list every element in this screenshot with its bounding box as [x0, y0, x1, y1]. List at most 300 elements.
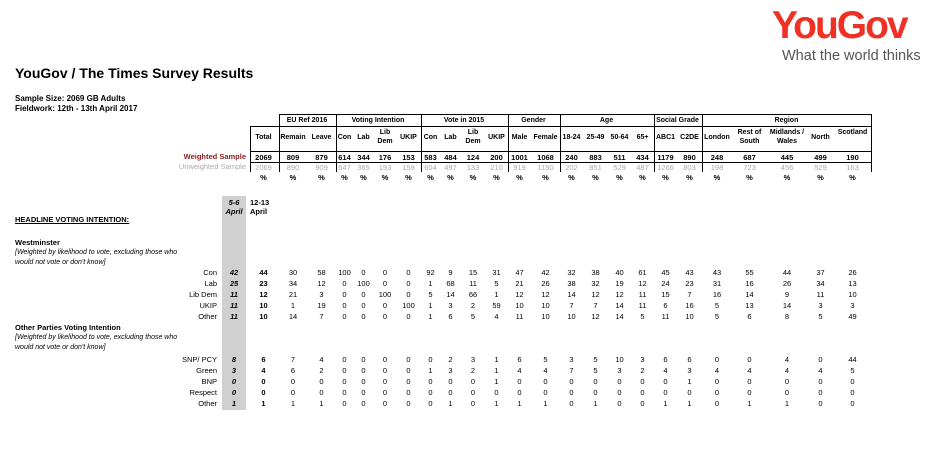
data-cell: 12 — [541, 290, 550, 299]
data-cell: 7 — [593, 301, 598, 310]
data-cell: 1 — [543, 399, 548, 408]
data-cell: 5 — [714, 312, 720, 321]
data-cell: 14 — [745, 290, 754, 299]
column-header: 65+ — [636, 134, 649, 141]
data-cell: 0 — [361, 399, 366, 408]
data-cell: 32 — [591, 279, 600, 288]
data-cell: 6 — [290, 366, 296, 375]
sample-size: Sample Size: 2069 GB Adults — [15, 94, 126, 103]
data-cell: 2 — [640, 366, 645, 375]
data-cell: 0 — [406, 312, 411, 321]
unweighted-value: 159 — [402, 163, 415, 172]
data-cell: 1 — [663, 399, 668, 408]
data-cell: 3 — [448, 301, 453, 310]
data-cell: 47 — [515, 268, 524, 277]
unweighted-value: 487 — [636, 163, 649, 172]
group-header: EU Ref 2016 — [286, 117, 328, 124]
data-cell: 0 — [261, 388, 266, 397]
westminster-heading: Westminster — [15, 238, 60, 247]
weighted-value: 344 — [357, 153, 370, 162]
group-header: Age — [599, 117, 614, 124]
data-cell: 1 — [428, 301, 433, 310]
data-cell: 0 — [470, 388, 476, 397]
data-cell: 7 — [569, 366, 574, 375]
weighted-value: 1179 — [657, 153, 674, 162]
percent-sign: % — [592, 173, 599, 182]
data-cell: 1 — [687, 377, 692, 386]
column-header: Con — [337, 134, 352, 141]
data-cell: 0 — [569, 388, 574, 397]
data-cell: 7 — [319, 312, 324, 321]
unweighted-sample-label: Unweighted Sample — [178, 162, 246, 171]
data-cell: 0 — [569, 399, 574, 408]
data-cell: 11 — [661, 312, 670, 321]
weighted-sample-label: Weighted Sample — [183, 152, 246, 161]
yougov-logo — [772, 6, 924, 62]
data-cell: 0 — [687, 388, 692, 397]
note-2a: [Weighted by likelihood to vote, excluding those who — [15, 334, 178, 341]
data-cell: 0 — [617, 377, 622, 386]
unweighted-value: 456 — [780, 163, 794, 172]
row-label: Other — [198, 312, 217, 321]
data-cell: 0 — [428, 399, 433, 408]
logo-tagline: What the world thinks — [782, 48, 921, 64]
data-cell: 4 — [319, 355, 324, 364]
column-header: Lib Dem — [465, 129, 481, 145]
weighted-value: 1001 — [511, 153, 528, 162]
data-cell: 5 — [593, 366, 598, 375]
data-cell: 10 — [541, 312, 550, 321]
column-header: Leave — [311, 134, 332, 141]
percent-sign: % — [746, 173, 753, 182]
column-header: Remain — [280, 134, 306, 141]
percent-sign: % — [427, 173, 434, 182]
data-cell: 0 — [850, 399, 855, 408]
data-cell: 4 — [784, 366, 790, 375]
unweighted-value: 133 — [466, 163, 480, 172]
unweighted-value: 909 — [315, 163, 328, 172]
unweighted-value: 163 — [846, 163, 859, 172]
data-cell: 12 — [638, 279, 647, 288]
unweighted-value: 198 — [710, 163, 724, 172]
data-cell: 14 — [567, 290, 576, 299]
group-header: Social Grade — [656, 117, 699, 124]
column-header: Lab — [357, 134, 370, 141]
weighted-value: 200 — [490, 153, 503, 162]
data-cell: 5 — [494, 279, 499, 288]
data-cell: 0 — [406, 279, 411, 288]
data-cell: 0 — [382, 366, 388, 375]
percent-sign: % — [381, 173, 389, 182]
data-cell: 0 — [470, 377, 476, 386]
data-cell: 1 — [290, 399, 296, 408]
data-cell: 0 — [361, 290, 366, 299]
data-cell: 0 — [428, 388, 433, 397]
data-cell: 4 — [714, 366, 720, 375]
percent-sign: % — [817, 173, 824, 182]
data-cell: 6 — [517, 355, 522, 364]
row-label: Green — [196, 366, 217, 375]
data-cell: 0 — [261, 377, 266, 386]
weighted-value: 499 — [814, 153, 827, 162]
weighted-value: 445 — [780, 153, 794, 162]
data-cell: 0 — [517, 388, 522, 397]
unweighted-value: 1266 — [657, 163, 674, 172]
data-cell: 11 — [816, 290, 825, 299]
data-cell: 0 — [342, 366, 347, 375]
unweighted-value: 723 — [743, 163, 756, 172]
row-label: Other — [198, 399, 217, 408]
weighted-value: 240 — [565, 153, 578, 162]
data-cell: 42 — [541, 268, 550, 277]
data-cell: 34 — [816, 279, 825, 288]
data-cell: 0 — [406, 399, 411, 408]
data-cell: 68 — [446, 279, 455, 288]
data-cell: 26 — [848, 268, 857, 277]
data-cell: 0 — [640, 377, 645, 386]
percent-sign: % — [493, 173, 500, 182]
data-cell: 12 — [591, 290, 600, 299]
data-cell: 7 — [290, 355, 296, 364]
rule-top — [279, 114, 871, 115]
data-cell: 0 — [382, 377, 388, 386]
data-cell: 10 — [615, 355, 624, 364]
column-header: 18-24 — [562, 134, 581, 141]
cur-date: 12-13 April — [250, 198, 270, 216]
data-cell: 43 — [712, 268, 722, 277]
page-title: YouGov / The Times Survey Results — [15, 65, 254, 81]
data-cell: 7 — [569, 301, 574, 310]
weighted-value: 1068 — [537, 153, 554, 162]
data-cell: 59 — [492, 301, 501, 310]
data-cell: 58 — [317, 268, 326, 277]
row-label: SNP/ PCY — [181, 355, 217, 364]
prev-value: 0 — [231, 377, 237, 386]
data-cell: 4 — [261, 366, 266, 375]
percent-sign: % — [616, 173, 623, 182]
data-cell: 1 — [290, 301, 296, 310]
percent-sign: % — [542, 173, 549, 182]
column-header: Total — [255, 134, 272, 141]
data-cell: 66 — [468, 290, 478, 299]
prev-date: 5-6 April — [225, 198, 243, 216]
data-cell: 0 — [361, 377, 366, 386]
weighted-value: 883 — [589, 153, 602, 162]
percent-sign: % — [713, 173, 721, 182]
data-cell: 12 — [515, 290, 524, 299]
data-cell: 12 — [259, 290, 268, 299]
data-cell: 16 — [712, 290, 722, 299]
data-cell: 23 — [259, 279, 268, 288]
unweighted-value: 193 — [378, 163, 392, 172]
data-cell: 0 — [382, 388, 388, 397]
percent-sign: % — [639, 173, 646, 182]
percent-sign: % — [341, 173, 348, 182]
data-cell: 0 — [784, 388, 790, 397]
data-cell: 16 — [685, 301, 694, 310]
data-cell: 7 — [687, 290, 692, 299]
fieldwork: Fieldwork: 12th - 13th April 2017 — [15, 104, 138, 113]
data-cell: 0 — [663, 377, 668, 386]
data-cell: 0 — [382, 268, 388, 277]
data-cell: 0 — [617, 399, 622, 408]
data-cell: 12 — [615, 290, 624, 299]
column-header: Lib Dem — [377, 129, 393, 145]
data-cell: 0 — [818, 377, 823, 386]
note-1b: would not vote or don't know] — [15, 259, 106, 266]
data-cell: 0 — [361, 388, 366, 397]
data-cell: 0 — [382, 312, 388, 321]
data-cell: 49 — [848, 312, 857, 321]
prev-value: 11 — [230, 312, 238, 321]
data-cell: 3 — [687, 366, 692, 375]
data-cell: 0 — [382, 399, 388, 408]
data-cell: 6 — [448, 312, 453, 321]
data-cell: 61 — [638, 268, 647, 277]
data-cell: 0 — [406, 388, 411, 397]
data-cell: 1 — [319, 399, 324, 408]
data-cell: 44 — [782, 268, 792, 277]
data-cell: 100 — [378, 290, 392, 299]
data-cell: 0 — [342, 377, 347, 386]
weighted-value: 890 — [683, 153, 696, 162]
weighted-value: 809 — [286, 153, 300, 162]
prev-value: 8 — [231, 355, 237, 364]
data-cell: 0 — [406, 268, 411, 277]
column-header: Con — [423, 134, 438, 141]
data-cell: 5 — [593, 355, 598, 364]
row-label: BNP — [201, 377, 217, 386]
data-cell: 31 — [712, 279, 722, 288]
weighted-value: 176 — [378, 153, 392, 162]
data-cell: 21 — [515, 279, 524, 288]
data-cell: 14 — [446, 290, 455, 299]
unweighted-value: 803 — [683, 163, 696, 172]
percent-sign: % — [662, 173, 669, 182]
data-cell: 9 — [784, 290, 790, 299]
data-cell: 13 — [745, 301, 754, 310]
group-header: Voting Intention — [351, 117, 405, 124]
row-label: Respect — [189, 388, 217, 397]
column-header: 25-49 — [586, 134, 605, 141]
data-cell: 14 — [615, 312, 624, 321]
weighted-value: 583 — [424, 153, 437, 162]
unweighted-value: 529 — [814, 163, 827, 172]
data-cell: 5 — [714, 301, 720, 310]
data-cell: 2 — [319, 366, 324, 375]
data-cell: 5 — [640, 312, 645, 321]
data-cell: 0 — [517, 377, 522, 386]
data-cell: 26 — [541, 279, 550, 288]
data-cell: 0 — [342, 279, 347, 288]
data-cell: 1 — [593, 399, 598, 408]
data-cell: 11 — [638, 290, 647, 299]
data-cell: 0 — [448, 388, 453, 397]
data-cell: 6 — [663, 355, 668, 364]
data-cell: 1 — [494, 366, 499, 375]
data-cell: 0 — [569, 377, 574, 386]
data-cell: 0 — [361, 268, 366, 277]
data-cell: 32 — [567, 268, 576, 277]
column-header: UKIP — [400, 134, 417, 141]
data-cell: 14 — [782, 301, 792, 310]
data-cell: 0 — [319, 377, 324, 386]
data-cell: 3 — [569, 355, 574, 364]
data-cell: 100 — [402, 301, 415, 310]
data-cell: 100 — [357, 279, 370, 288]
group-header: Vote in 2015 — [443, 117, 485, 124]
data-cell: 0 — [850, 377, 855, 386]
data-cell: 19 — [317, 301, 326, 310]
prev-value: 11 — [230, 301, 238, 310]
data-cell: 0 — [406, 377, 411, 386]
group-header: Gender — [521, 117, 546, 124]
data-cell: 19 — [615, 279, 624, 288]
note-2b: would not vote or don't know] — [15, 344, 106, 351]
data-cell: 0 — [361, 301, 366, 310]
data-cell: 10 — [259, 312, 268, 321]
note-1a: [Weighted by likelihood to vote, excluding those who — [15, 249, 178, 256]
unweighted-value: 919 — [513, 163, 526, 172]
data-cell: 0 — [406, 355, 411, 364]
data-cell: 5 — [850, 366, 855, 375]
rule-vertical — [871, 114, 872, 172]
data-cell: 10 — [259, 301, 268, 310]
data-cell: 0 — [290, 388, 296, 397]
unweighted-value: 2069 — [255, 163, 272, 172]
data-cell: 0 — [714, 399, 720, 408]
column-header: Male — [511, 134, 528, 141]
data-cell: 1 — [494, 377, 499, 386]
column-header: Scotland — [837, 129, 868, 136]
data-cell: 0 — [428, 377, 433, 386]
weighted-value: 879 — [315, 153, 328, 162]
row-label: Lib Dem — [189, 290, 217, 299]
data-cell: 3 — [319, 290, 324, 299]
data-cell: 5 — [818, 312, 823, 321]
data-cell: 0 — [342, 355, 347, 364]
data-cell: 3 — [640, 355, 645, 364]
percent-sign: % — [686, 173, 693, 182]
group-header: Region — [774, 117, 799, 124]
data-cell: 1 — [784, 399, 790, 408]
data-cell: 0 — [543, 388, 548, 397]
data-cell: 1 — [494, 399, 499, 408]
data-cell: 3 — [850, 301, 855, 310]
data-cell: 44 — [848, 355, 857, 364]
data-cell: 4 — [494, 312, 499, 321]
column-header: Midlands / Wales — [769, 129, 805, 145]
data-cell: 16 — [745, 279, 754, 288]
weighted-value: 511 — [613, 153, 626, 162]
data-cell: 0 — [382, 355, 388, 364]
percent-sign: % — [360, 173, 367, 182]
unweighted-value: 202 — [565, 163, 578, 172]
percent-sign: % — [783, 173, 791, 182]
data-cell: 9 — [448, 268, 453, 277]
percent-sign: % — [568, 173, 575, 182]
data-cell: 10 — [515, 301, 524, 310]
data-cell: 11 — [638, 301, 647, 310]
prev-value: 1 — [231, 399, 237, 408]
data-cell: 21 — [288, 290, 298, 299]
data-cell: 14 — [615, 301, 624, 310]
headline-heading: HEADLINE VOTING INTENTION: — [15, 215, 130, 224]
unweighted-value: 890 — [286, 163, 300, 172]
logo-brand: YouGov — [772, 4, 907, 47]
data-cell: 3 — [818, 301, 823, 310]
data-cell: 12 — [317, 279, 326, 288]
data-cell: 1 — [687, 399, 692, 408]
prev-value: 42 — [229, 268, 239, 277]
weighted-value: 124 — [466, 153, 480, 162]
data-cell: 0 — [406, 366, 411, 375]
data-cell: 11 — [469, 279, 477, 288]
percent-sign: % — [260, 173, 267, 182]
data-cell: 100 — [338, 268, 351, 277]
data-cell: 0 — [818, 355, 823, 364]
data-cell: 11 — [515, 312, 524, 321]
data-cell: 4 — [818, 366, 823, 375]
column-header: 50-64 — [610, 134, 629, 141]
data-cell: 0 — [494, 388, 499, 397]
data-cell: 6 — [261, 355, 266, 364]
unweighted-value: 210 — [490, 163, 503, 172]
column-header: UKIP — [488, 134, 505, 141]
percent-sign: % — [849, 173, 856, 182]
weighted-value: 434 — [636, 153, 649, 162]
data-cell: 43 — [685, 268, 694, 277]
column-header: London — [704, 134, 730, 141]
data-cell: 1 — [261, 399, 266, 408]
row-label: UKIP — [199, 301, 217, 310]
data-cell: 1 — [428, 312, 433, 321]
column-header: Female — [533, 134, 558, 141]
data-cell: 1 — [428, 366, 433, 375]
data-cell: 4 — [784, 355, 790, 364]
data-cell: 38 — [567, 279, 576, 288]
column-header: ABC1 — [655, 134, 676, 141]
data-cell: 0 — [361, 312, 366, 321]
data-cell: 1 — [448, 399, 453, 408]
data-cell: 45 — [661, 268, 670, 277]
data-cell: 0 — [747, 377, 752, 386]
data-cell: 2 — [470, 301, 476, 310]
data-cell: 0 — [818, 388, 823, 397]
data-cell: 0 — [593, 388, 598, 397]
data-cell: 4 — [663, 366, 668, 375]
data-cell: 0 — [470, 399, 476, 408]
weighted-value: 248 — [710, 153, 724, 162]
data-cell: 4 — [747, 366, 752, 375]
data-cell: 1 — [517, 399, 522, 408]
weighted-value: 190 — [846, 153, 859, 162]
data-cell: 12 — [591, 312, 600, 321]
data-cell: 24 — [661, 279, 670, 288]
data-cell: 37 — [816, 268, 825, 277]
weighted-value: 153 — [402, 153, 415, 162]
data-cell: 44 — [259, 268, 268, 277]
data-cell: 0 — [850, 388, 855, 397]
row-label: Con — [203, 268, 217, 277]
data-cell: 40 — [615, 268, 624, 277]
unweighted-value: 497 — [444, 163, 457, 172]
percent-sign: % — [318, 173, 325, 182]
unweighted-value: 529 — [613, 163, 626, 172]
data-cell: 10 — [541, 301, 550, 310]
data-cell: 23 — [685, 279, 694, 288]
unweighted-value: 1150 — [537, 163, 554, 172]
